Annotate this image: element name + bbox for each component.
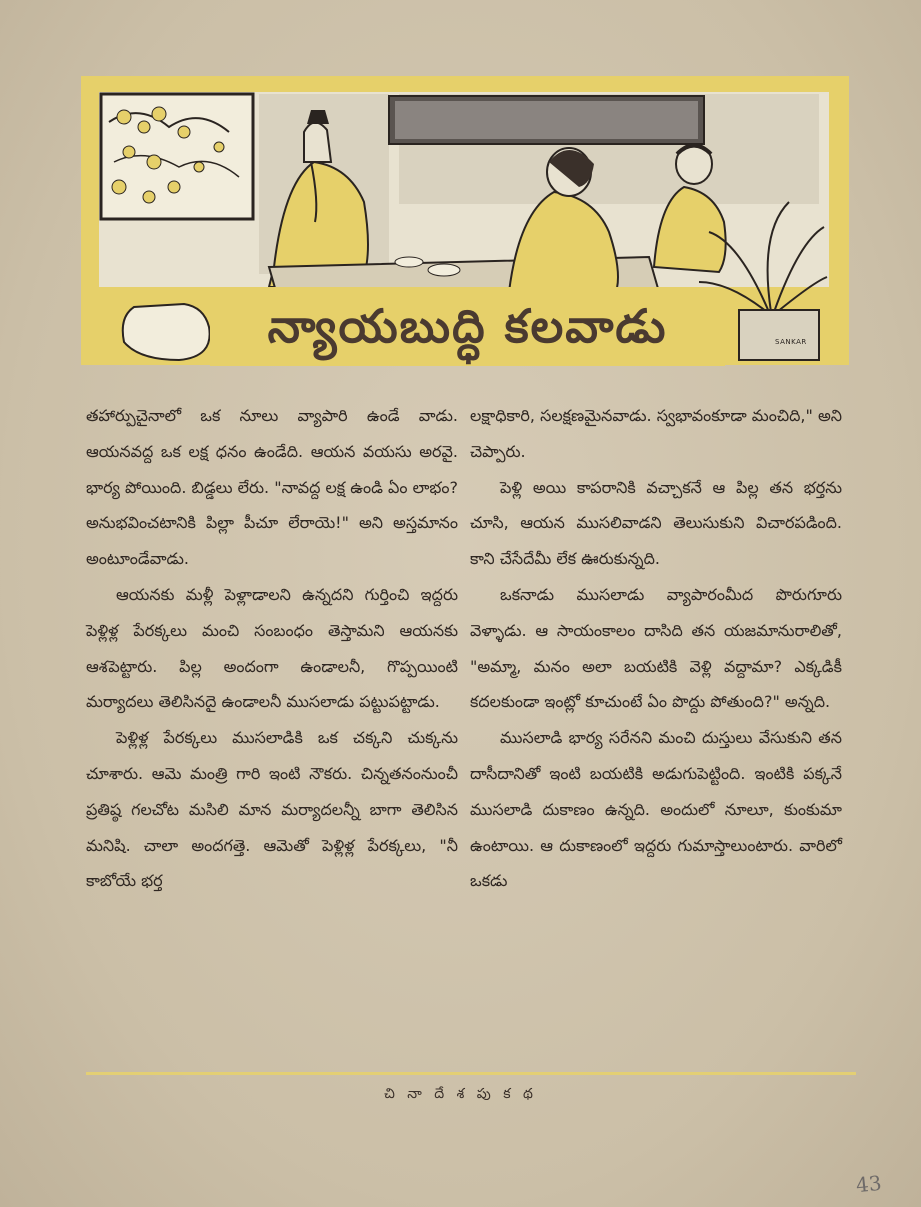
left-column [86, 398, 458, 899]
title-plate [210, 298, 725, 366]
magazine-footer: చి నా దే శ పు క థ [384, 1086, 537, 1102]
footer-divider [86, 1072, 856, 1075]
paragraph: పెళ్లి అయి కాపరానికి వచ్చాకనే ఆ పిల్ల తన భర్తను చూసి, ఆయన ముసలివాడని తెలుసుకుని విచారపడింది. కాని చేసేదేమీ లేక ఊరుకున్నది. [470, 477, 842, 569]
artist-signature: SANKAR [775, 338, 807, 346]
paragraph: ఒకనాడు ముసలాడు వ్యాపారంమీద పొరుగూరు వెళ్ళాడు. ఆ సాయంకాలం దాసిది తన యజమానురాలితో, "అమ్మా, మనం అలా బయటికి వెళ్లి వద్దామా? ఎక్కడికీ కదలకుండా ఇంట్లో కూచుంటే ఏం పొద్దు పోతుంది?" అన్నది. [470, 584, 842, 712]
right-column [470, 398, 842, 899]
paragraph: ఆయనకు మళ్లీ పెళ్లాడాలని ఉన్నదని గుర్తించి ఇద్దరు పెళ్లిళ్ల పేరక్కలు మంచి సంబంధం తెస్తామని ఆయనకు ఆశపెట్టారు. పిల్ల అందంగా ఉండాలనీ, గొప్పయింటి మర్యాదలు తెలిసినదై ఉండాలనీ ముసలాడు పట్టుపట్టాడు. [86, 584, 458, 712]
paragraph: లక్షాధికారి, సలక్షణమైనవాడు. స్వభావంకూడా మంచిది," అని చెప్పారు. [470, 406, 842, 461]
paragraph: ముసలాడి భార్య సరేనని మంచి దుస్తులు వేసుకుని తన దాసీదానితో ఇంటి బయటికి అడుగుపెట్టింది. ఇంటికి పక్కనే ముసలాడి దుకాణం ఉన్నది. అందులో నూలూ, కుంకుమా ఉంటాయి. ఆ దుకాణంలో ఇద్దరు గుమాస్తాలుంటారు. వారిలో ఒకడు [470, 728, 842, 891]
page-number: 43 [854, 1170, 883, 1198]
paragraph: పెళ్లిళ్ల పేరక్కలు ముసలాడికి ఒక చక్కని చుక్కను చూశారు. ఆమె మంత్రి గారి ఇంటి నౌకరు. చిన్నతనంనుంచీ ప్రతిష్ఠ గలచోట మసిలి మాన మర్యాదలన్నీ బాగా తెలిసిన మనిషి. చాలా అందగత్తె. ఆమెతో పెళ్లిళ్ల పేరక్కలు, "నీ కాబోయే భర్త [86, 728, 458, 891]
story-title: న్యాయబుద్ధి కలవాడు [267, 299, 668, 353]
paragraph: తహార్పుచైనాలో ఒక నూలు వ్యాపారి ఉండే వాడు. ఆయనవద్ద ఒక లక్ష ధనం ఉండేది. ఆయన వయసు అరవై. భార్య పోయింది. బిడ్డలు లేరు. "నావద్ద లక్ష ఉండి ఏం లాభం? అనుభవించటానికి పిల్లా పీచూ లేరాయె!" అని అస్తమానం అంటూండేవాడు. [86, 406, 458, 569]
